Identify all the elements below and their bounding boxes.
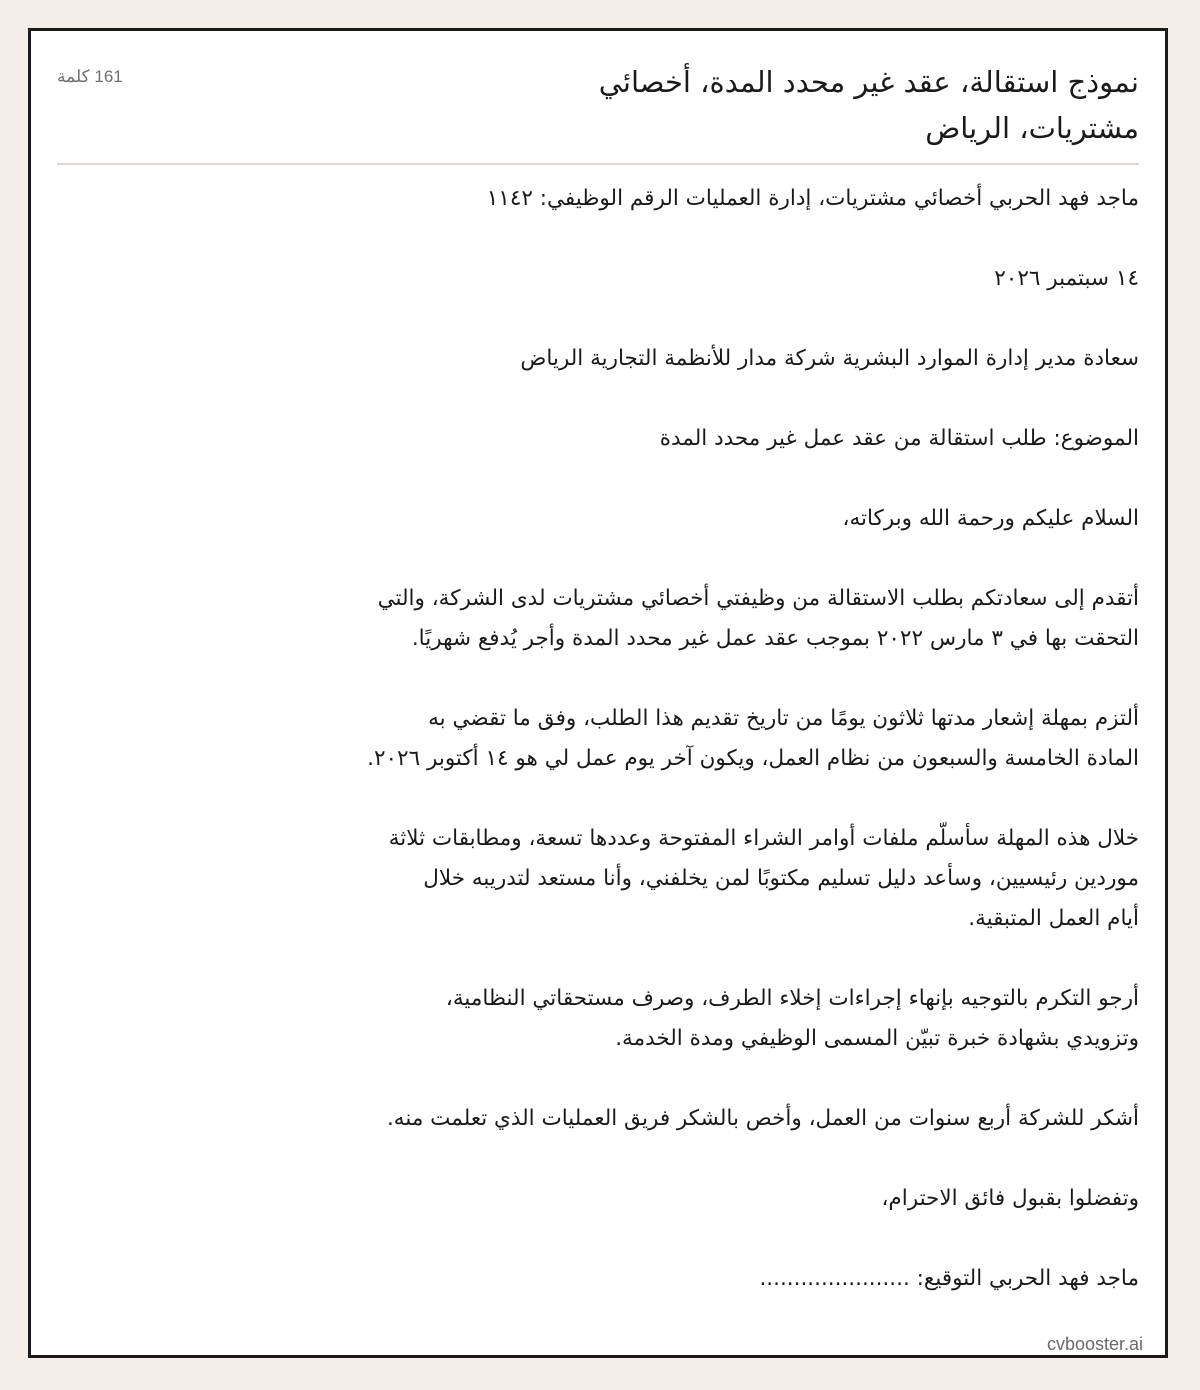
document-title: [539, 59, 1139, 151]
paragraph-4: [239, 979, 1139, 1059]
title-line-2: مشتريات، الرياض: [925, 111, 1139, 145]
greeting-line: السلام عليكم ورحمة الله وبركاته،: [842, 506, 1139, 531]
paragraph-3-line-3: أيام العمل المتبقية.: [968, 906, 1139, 931]
paragraph-1: [239, 579, 1139, 659]
paragraph-4-line-2: وتزويدي بشهادة خبرة تبيّن المسمى الوظيفي ومدة الخدمة.: [615, 1026, 1139, 1051]
paragraph-3-line-2: موردين رئيسيين، وسأعد دليل تسليم مكتوبًا لمن يخلفني، وأنا مستعد لتدريبه خلال: [423, 866, 1139, 891]
paragraph-2-line-1: ألتزم بمهلة إشعار مدتها ثلاثون يومًا من تاريخ تقديم هذا الطلب، وفق ما تقضي به: [428, 706, 1139, 731]
signature-line: ماجد فهد الحربي التوقيع: ......................: [759, 1266, 1139, 1291]
document-frame: [28, 28, 1168, 1358]
word-count: 161 كلمة: [57, 67, 123, 86]
paragraph-4-line-1: أرجو التكرم بالتوجيه بإنهاء إجراءات إخلاء الطرف، وصرف مستحقاتي النظامية،: [445, 986, 1139, 1011]
paragraph-1-line-2: التحقت بها في ٣ مارس ٢٠٢٢ بموجب عقد عمل غير محدد المدة وأجر يُدفع شهريًا.: [411, 626, 1139, 651]
brand-footer[interactable]: cvbooster.ai: [1046, 1334, 1143, 1354]
paragraph-1-line-1: أتقدم إلى سعادتكم بطلب الاستقالة من وظيفتي أخصائي مشتريات لدى الشركة، والتي: [377, 586, 1139, 611]
paragraph-2: [239, 699, 1139, 779]
date-line: ١٤ سبتمبر ٢٠٢٦: [994, 266, 1139, 291]
subject-line: الموضوع: طلب استقالة من عقد عمل غير محدد المدة: [659, 426, 1139, 451]
paragraph-2-line-2: المادة الخامسة والسبعون من نظام العمل، ويكون آخر يوم عمل لي هو ١٤ أكتوبر ٢٠٢٦.: [367, 746, 1139, 771]
paragraph-5: أشكر للشركة أربع سنوات من العمل، وأخص بالشكر فريق العمليات الذي تعلمت منه.: [386, 1106, 1139, 1131]
document-header: [57, 59, 1139, 165]
recipient-line: سعادة مدير إدارة الموارد البشرية شركة مدار للأنظمة التجارية الرياض: [520, 346, 1139, 371]
paragraph-3: [239, 819, 1139, 939]
closing-line: وتفضلوا بقبول فائق الاحترام،: [881, 1186, 1139, 1211]
paragraph-3-line-1: خلال هذه المهلة سأسلّم ملفات أوامر الشراء المفتوحة وعددها تسعة، ومطابقات ثلاثة: [388, 826, 1139, 851]
title-line-1: نموذج استقالة، عقد غير محدد المدة، أخصائي: [598, 65, 1139, 99]
letter-body: [239, 179, 1139, 1299]
sender-line: ماجد فهد الحربي أخصائي مشتريات، إدارة العمليات الرقم الوظيفي: ١١٤٢: [486, 186, 1139, 211]
